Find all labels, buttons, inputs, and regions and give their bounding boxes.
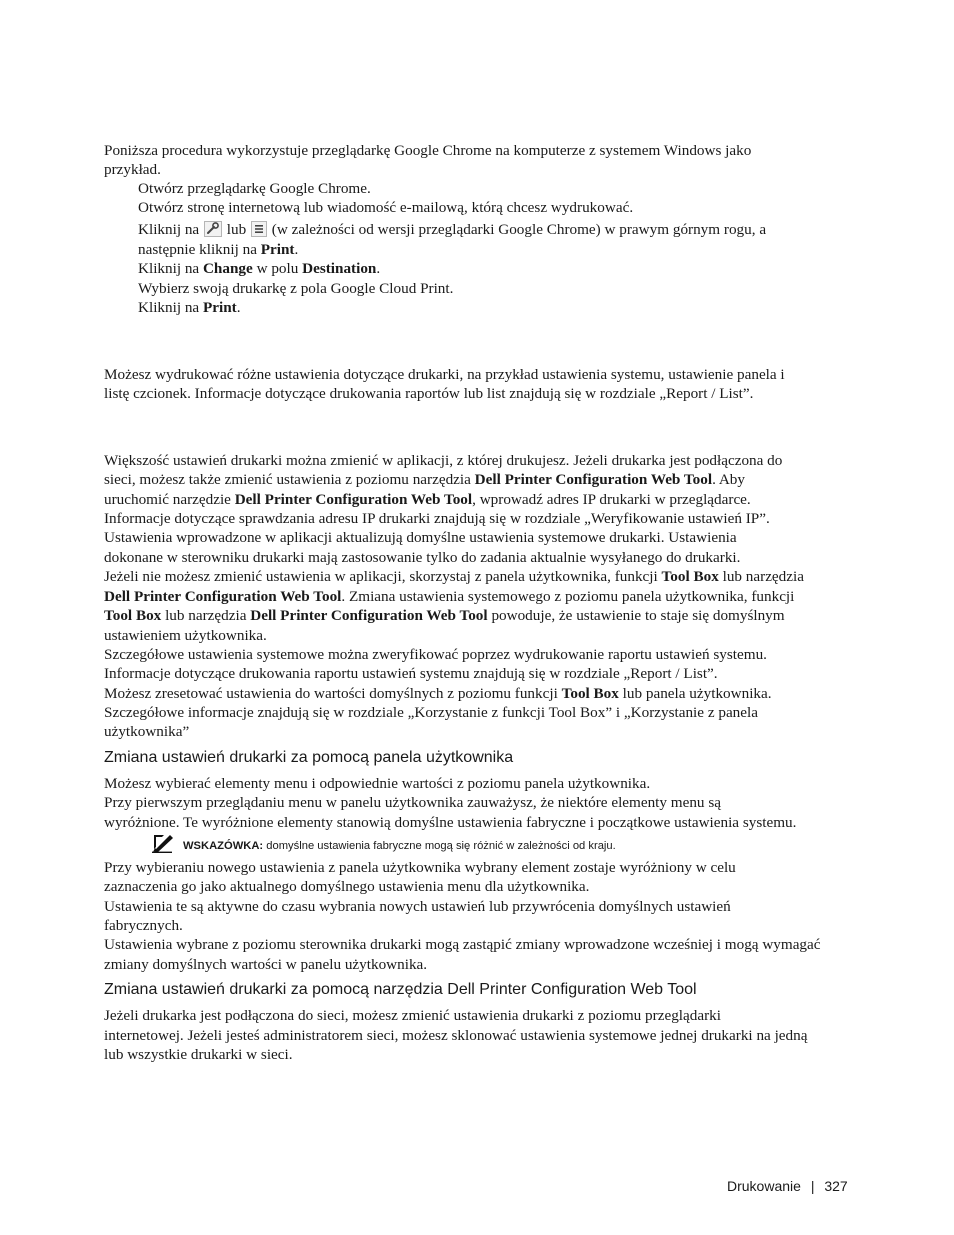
step-3-line-1 [138, 221, 766, 242]
panel-line-7: fabrycznych. [104, 917, 183, 934]
step-4-prefix: Kliknij na [138, 260, 203, 277]
webtool-line-3: lub wszystkie drukarki w sieci. [104, 1046, 293, 1063]
settings-text: lub panela użytkownika. [618, 685, 772, 702]
step-6-prefix: Kliknij na [138, 299, 203, 316]
settings-line-2 [104, 471, 745, 489]
step-4-destination: Destination [302, 260, 377, 277]
panel-line-6: Ustawienia te są aktywne do czasu wybrania nowych ustawień lub przywrócenia domyślnych ustawień [104, 898, 731, 915]
page-number: 327 [824, 1178, 848, 1194]
step-3-prefix: Kliknij na [138, 221, 200, 238]
report-line-2: listę czcionek. Informacje dotyczące drukowania raportów lub list znajdują się w rozdziale „Report / List”. [104, 385, 754, 402]
panel-line-2: Przy pierwszym przeglądaniu menu w panelu użytkownika zauważysz, że niektóre elementy menu są [104, 794, 721, 811]
tool-box-name: Tool Box [104, 607, 162, 624]
settings-line-4: Informacje dotyczące sprawdzania adresu IP drukarki znajdują się w rozdziale „Weryfikowanie ustawień IP”. [104, 510, 770, 527]
step-3b-print: Print [260, 241, 295, 258]
tool-box-name: Tool Box [561, 685, 619, 702]
settings-line-14: Szczegółowe informacje znajdują się w rozdziale „Korzystanie z funkcji Tool Box” i „Korzystanie z panela [104, 704, 758, 721]
settings-line-11: Szczegółowe ustawienia systemowe można zweryfikować poprzez wydrukowanie raportu ustawień systemu. [104, 646, 767, 663]
tool-name: Dell Printer Configuration Web Tool [250, 607, 488, 624]
settings-line-10: ustawieniem użytkownika. [104, 627, 267, 644]
note-body: domyślne ustawienia fabryczne mogą się różnić w zależności od kraju. [263, 840, 616, 852]
settings-text: lub narzędzia [161, 607, 251, 624]
webtool-heading: Zmiana ustawień drukarki za pomocą narzędzia Dell Printer Configuration Web Tool [104, 981, 697, 998]
step-3b-suffix: . [294, 241, 299, 258]
settings-text: powoduje, że ustawienie to staje się domyślnym [487, 607, 785, 624]
intro-line-1: Poniższa procedura wykorzystuje przeglądarkę Google Chrome na komputerze z systemem Windows jako [104, 142, 752, 159]
webtool-line-1: Jeżeli drukarka jest podłączona do sieci, możesz zmienić ustawienia drukarki z poziomu przeglądarki [104, 1007, 721, 1024]
panel-line-8: Ustawienia wybrane z poziomu sterownika drukarki mogą zastąpić zmiany wprowadzone wcześniej i mogą wymagać [104, 936, 821, 953]
menu-icon [251, 221, 267, 242]
settings-line-3 [104, 491, 751, 509]
settings-text: Jeżeli nie możesz zmienić ustawienia w aplikacji, skorzystaj z panela użytkownika, funkcji [104, 568, 662, 585]
step-4-change: Change [202, 260, 253, 277]
tool-name: Dell Printer Configuration Web Tool [104, 588, 342, 605]
step-4-mid: w polu [252, 260, 303, 277]
settings-line-8 [104, 588, 794, 606]
step-4-suffix: . [376, 260, 381, 277]
panel-line-3: wyróżnione. Te wyróżnione elementy stanowią domyślne ustawienia fabryczne i początkowe ustawienia systemu. [104, 814, 797, 831]
report-line-1: Możesz wydrukować różne ustawienia dotyczące drukarki, na przykład ustawienia systemu, ustawienie panela i [104, 366, 785, 383]
step-3-suffix: (w zależności od wersji przeglądarki Google Chrome) w prawym górnym rogu, a [271, 221, 767, 238]
step-2: Otwórz stronę internetową lub wiadomość e-mailową, którą chcesz wydrukować. [138, 199, 634, 216]
settings-line-13 [104, 685, 772, 703]
panel-line-9: zmiany domyślnych wartości w panelu użytkownika. [104, 956, 428, 973]
settings-text: lub narzędzia [718, 568, 804, 585]
settings-line-12: Informacje dotyczące drukowania raportu ustawień systemu znajdują się w rozdziale „Report / List”. [104, 665, 718, 682]
note-text [183, 840, 616, 852]
step-3b-prefix: następnie kliknij na [138, 241, 261, 258]
footer-separator: | [810, 1178, 815, 1194]
step-6-print: Print [202, 299, 237, 316]
webtool-line-2: internetowej. Jeżeli jesteś administratorem sieci, możesz sklonować ustawienia systemowe jednej drukarki na jedną [104, 1027, 808, 1044]
tool-name: Dell Printer Configuration Web Tool [474, 471, 713, 488]
settings-text: uruchomić narzędzie [104, 491, 235, 508]
step-3-line-2 [138, 241, 298, 259]
step-6 [138, 299, 241, 317]
step-4 [138, 260, 380, 278]
panel-heading: Zmiana ustawień drukarki za pomocą panela użytkownika [104, 749, 514, 766]
settings-line-9 [104, 607, 785, 625]
note-label: WSKAZÓWKA: [183, 840, 264, 852]
settings-line-7 [104, 568, 804, 586]
pencil-note-icon [152, 833, 174, 853]
step-5: Wybierz swoją drukarkę z pola Google Cloud Print. [138, 280, 454, 297]
intro-line-2: przykład. [104, 161, 161, 178]
panel-line-5: zaznaczenia go jako aktualnego domyślnego ustawienia menu dla użytkownika. [104, 878, 590, 895]
settings-line-15: użytkownika” [104, 723, 190, 740]
step-1: Otwórz przeglądarkę Google Chrome. [138, 180, 371, 197]
page-footer [727, 1178, 848, 1194]
step-3-or: lub [226, 221, 247, 238]
footer-section: Drukowanie [727, 1178, 801, 1194]
settings-text: sieci, możesz także zmienić ustawienia z poziomu narzędzia [104, 471, 475, 488]
settings-line-5: Ustawienia wprowadzone w aplikacji aktualizują domyślne ustawienia systemowe drukarki. Ustawienia [104, 529, 737, 546]
settings-line-6: dokonane w sterowniku drukarki mają zastosowanie tylko do zadania aktualnie wysyłanego do drukarki. [104, 549, 741, 566]
panel-line-4: Przy wybieraniu nowego ustawienia z panela użytkownika wybrany element zostaje wyróżniony w celu [104, 859, 736, 876]
tool-box-name: Tool Box [661, 568, 719, 585]
settings-line-1: Większość ustawień drukarki można zmienić w aplikacji, z której drukujesz. Jeżeli drukarka jest podłączona do [104, 452, 783, 469]
panel-line-1: Możesz wybierać elementy menu i odpowiednie wartości z poziomu panela użytkownika. [104, 775, 651, 792]
wrench-icon [204, 221, 222, 242]
step-6-suffix: . [236, 299, 241, 316]
tool-name: Dell Printer Configuration Web Tool [234, 491, 473, 508]
settings-text: Możesz zresetować ustawienia do wartości domyślnych z poziomu funkcji [104, 685, 562, 702]
settings-text: . Zmiana ustawienia systemowego z poziomu panela użytkownika, funkcji [341, 588, 795, 605]
settings-text: , wprowadź adres IP drukarki w przeglądarce. [472, 491, 751, 508]
settings-text: . Aby [712, 471, 745, 488]
